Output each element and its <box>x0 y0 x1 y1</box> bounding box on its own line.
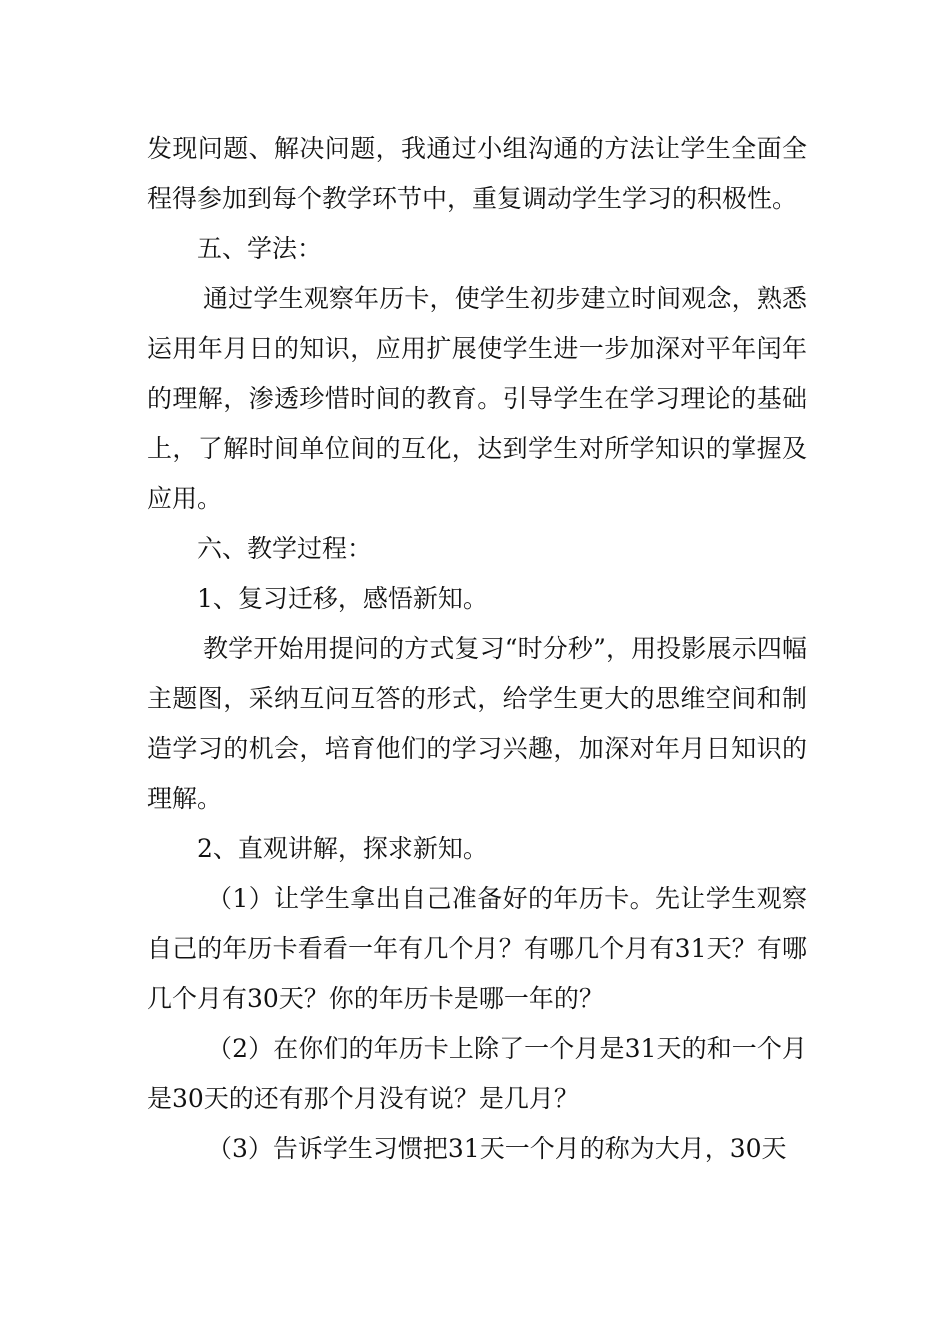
paragraph-step-1: （1）让学生拿出自己准备好的年历卡。先让学生观察自己的年历卡看看一年有几个月？有哪几个月有31天？有哪几个月有30天？你的年历卡是哪一年的？ <box>147 884 807 1013</box>
subheading-review: 1、复习迁移，感悟新知。 <box>197 584 488 613</box>
document-body <box>147 124 807 1174</box>
paragraph-review: 教学开始用提问的方式复习“时分秒”，用投影展示四幅主题图，采纳互问互答的形式，给学生更大的思维空间和制造学习的机会，培育他们的学习兴趣，加深对年月日知识的理解。 <box>147 634 807 813</box>
paragraph-study-method: 通过学生观察年历卡，使学生初步建立时间观念，熟悉运用年月日的知识，应用扩展使学生进一步加深对平年闰年的理解，渗透珍惜时间的教育。引导学生在学习理论的基础上，了解时间单位间的互化，达到学生对所学知识的掌握及应用。 <box>147 284 807 513</box>
heading-teaching-process: 六、教学过程： <box>197 534 373 563</box>
heading-study-method: 五、学法： <box>197 234 323 263</box>
subheading-explanation: 2、直观讲解，探求新知。 <box>197 834 488 863</box>
paragraph-continuation: 发现问题、解决问题，我通过小组沟通的方法让学生全面全程得参加到每个教学环节中，重复调动学生学习的积极性。 <box>147 134 807 213</box>
paragraph-step-2: （2）在你们的年历卡上除了一个月是31天的和一个月是30天的还有那个月没有说？是几月？ <box>147 1034 807 1113</box>
paragraph-step-3: （3）告诉学生习惯把31天一个月的称为大月，30天 <box>207 1134 787 1163</box>
